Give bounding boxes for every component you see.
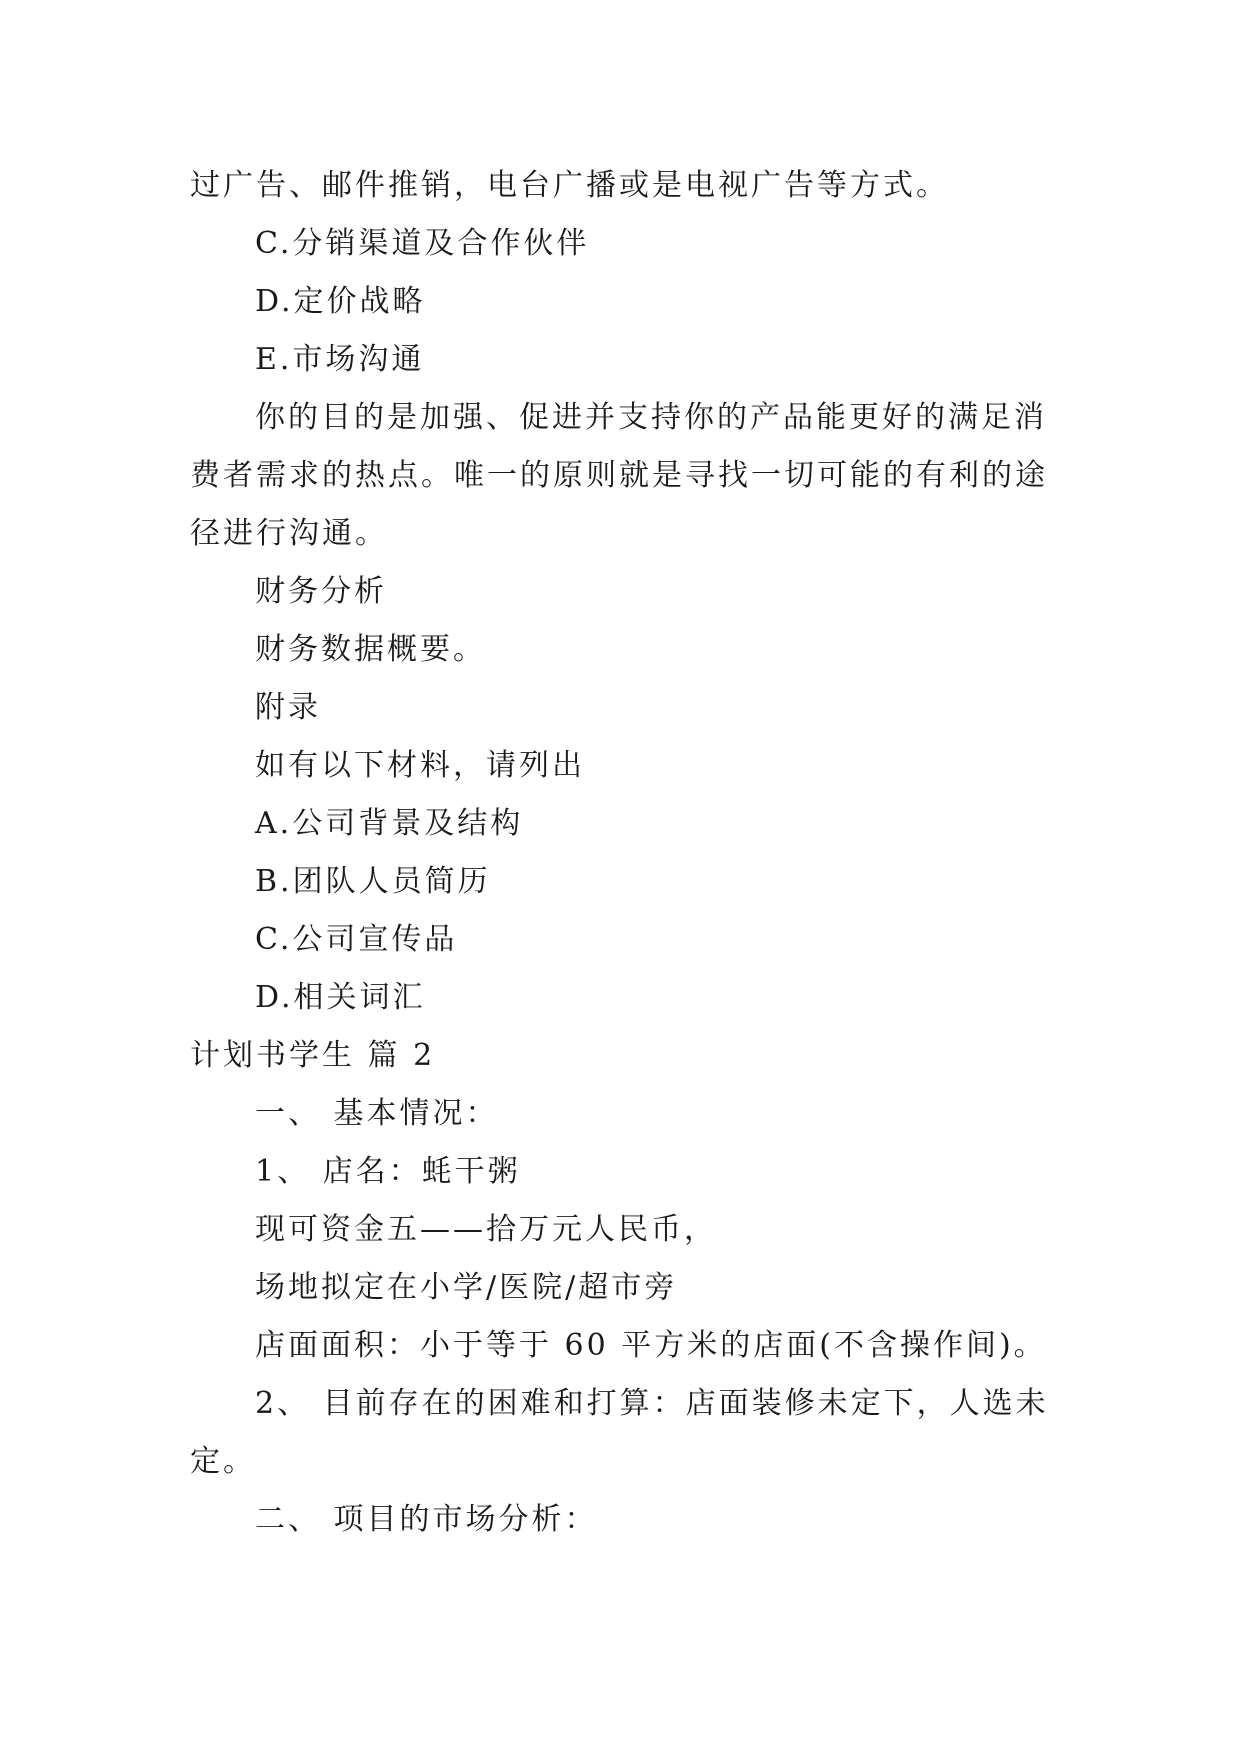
list-item: E.市场沟通 — [255, 342, 425, 377]
list-item: 2、 目前存在的困难和打算：店面装修未定下，人选未 — [255, 1386, 1049, 1421]
section-heading: 二、 项目的市场分析： — [255, 1502, 598, 1537]
section-heading: 附录 — [255, 690, 321, 725]
paragraph-line: 过广告、邮件推销，电台广播或是电视广告等方式。 — [190, 168, 949, 203]
list-item: C.分销渠道及合作伙伴 — [255, 226, 590, 261]
paragraph-line: 定。 — [190, 1444, 256, 1479]
paragraph-line: 你的目的是加强、促进并支持你的产品能更好的满足消 — [255, 400, 1047, 435]
paragraph-line: 财务数据概要。 — [255, 632, 486, 667]
list-item: D.相关词汇 — [255, 980, 426, 1015]
paragraph-line: 现可资金五——拾万元人民币， — [255, 1212, 717, 1247]
paragraph-line: 场地拟定在小学/医院/超市旁 — [255, 1270, 678, 1305]
section-heading: 财务分析 — [255, 574, 387, 609]
paragraph-line: 店面面积：小于等于 60 平方米的店面(不含操作间)。 — [255, 1328, 1047, 1363]
document-title: 计划书学生 篇 2 — [190, 1038, 436, 1073]
section-heading: 一、 基本情况： — [255, 1096, 499, 1131]
paragraph-line: 径进行沟通。 — [190, 516, 388, 551]
list-item: A.公司背景及结构 — [255, 806, 524, 841]
list-item: 1、 店名：蚝干粥 — [255, 1154, 521, 1189]
list-item: D.定价战略 — [255, 284, 426, 319]
paragraph-line: 费者需求的热点。唯一的原则就是寻找一切可能的有利的途 — [190, 458, 1048, 493]
list-item: C.公司宣传品 — [255, 922, 458, 957]
paragraph-line: 如有以下材料，请列出 — [255, 748, 585, 783]
list-item: B.团队人员简历 — [255, 864, 491, 899]
